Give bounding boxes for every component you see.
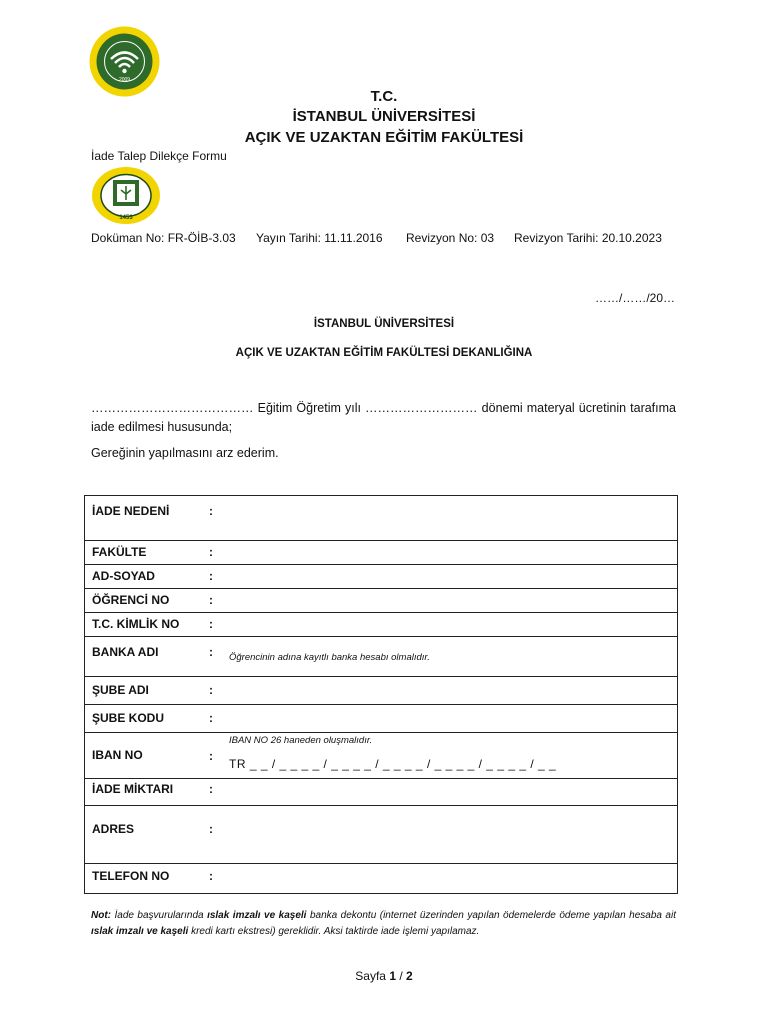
note-text-2: banka dekontu (internet üzerinden yapılan ödemelerde ödeme yapılan hesaba ait bbox=[306, 910, 676, 921]
field-colon: : bbox=[209, 504, 213, 518]
note-bold-2: ıslak imzalı ve kaşeli bbox=[91, 926, 189, 937]
form-row-sube-kodu[interactable] bbox=[85, 705, 677, 733]
note-prefix: Not: bbox=[91, 910, 111, 921]
field-colon: : bbox=[209, 593, 213, 607]
field-label: T.C. KİMLİK NO bbox=[92, 617, 180, 631]
form-row-banka-adi[interactable] bbox=[85, 637, 677, 677]
field-colon: : bbox=[209, 749, 213, 763]
field-hint: IBAN NO 26 haneden oluşmalıdır. bbox=[229, 735, 373, 746]
header-faculty: AÇIK VE UZAKTAN EĞİTİM FAKÜLTESİ bbox=[244, 129, 524, 146]
letter-date: ……/……/20… bbox=[594, 291, 675, 305]
addressee-dean: AÇIK VE UZAKTAN EĞİTİM FAKÜLTESİ DEKANLIĞINA bbox=[235, 347, 533, 359]
refund-form-table bbox=[84, 495, 678, 894]
form-row-fakulte[interactable] bbox=[85, 541, 677, 565]
header-tc: T.C. bbox=[370, 88, 398, 105]
field-label: ADRES bbox=[92, 822, 135, 836]
field-colon: : bbox=[209, 617, 213, 631]
letter-closing: Gereğinin yapılmasını arz ederim. bbox=[91, 446, 279, 460]
field-label: ŞUBE KODU bbox=[92, 711, 165, 725]
field-label: BANKA ADI bbox=[92, 645, 159, 659]
field-colon: : bbox=[209, 822, 213, 836]
rev-no: Revizyon No: 03 bbox=[406, 231, 495, 245]
header-university: İSTANBUL ÜNİVERSİTESİ bbox=[292, 108, 476, 125]
rev-date: Revizyon Tarihi: 20.10.2023 bbox=[514, 231, 662, 245]
field-colon: : bbox=[209, 645, 213, 659]
field-hint: Öğrencinin adına kayıtlı banka hesabı olmalıdır. bbox=[229, 652, 430, 663]
iban-placeholder: TR _ _ / _ _ _ _ / _ _ _ _ / _ _ _ _ / _ _ _ _ / _ _ _ _ / _ _ bbox=[229, 757, 557, 771]
form-row-iade-miktari[interactable] bbox=[85, 779, 677, 806]
letter-body: ………………………………… Eğitim Öğretim yılı ……………………… dönemi materyal ücretinin tarafıma iade edilmesi hususunda; bbox=[91, 401, 676, 434]
field-colon: : bbox=[209, 545, 213, 559]
field-colon: : bbox=[209, 569, 213, 583]
form-row-iade-nedeni[interactable] bbox=[85, 496, 677, 541]
field-label: ŞUBE ADI bbox=[92, 683, 149, 697]
university-seal-icon bbox=[91, 166, 161, 225]
top-logo-year: 2009 bbox=[118, 77, 131, 83]
field-colon: : bbox=[209, 869, 213, 883]
addressee-university: İSTANBUL ÜNİVERSİTESİ bbox=[313, 318, 455, 330]
form-row-sube-adi[interactable] bbox=[85, 677, 677, 705]
footer-page: 1 bbox=[389, 969, 396, 983]
field-label: İADE NEDENİ bbox=[92, 504, 170, 518]
form-row-tc-kimlik-no[interactable] bbox=[85, 613, 677, 637]
form-row-ad-soyad[interactable] bbox=[85, 565, 677, 589]
form-row-ogrenci-no[interactable] bbox=[85, 589, 677, 613]
form-row-iban-no[interactable] bbox=[85, 733, 677, 779]
form-row-adres[interactable] bbox=[85, 806, 677, 864]
field-label: ÖĞRENCİ NO bbox=[92, 593, 170, 607]
field-label: FAKÜLTE bbox=[92, 545, 147, 559]
field-colon: : bbox=[209, 711, 213, 725]
note-paragraph bbox=[91, 908, 676, 940]
note-text-1: İade başvurularında bbox=[111, 910, 208, 921]
field-colon: : bbox=[209, 683, 213, 697]
field-label: TELEFON NO bbox=[92, 869, 170, 883]
field-colon: : bbox=[209, 782, 213, 796]
field-label: IBAN NO bbox=[92, 748, 143, 762]
second-logo-year: 1453 bbox=[119, 215, 133, 221]
footer-sep: / bbox=[396, 969, 407, 983]
page-footer bbox=[0, 969, 768, 983]
form-title: İade Talep Dilekçe Formu bbox=[91, 149, 227, 163]
footer-label: Sayfa bbox=[355, 969, 390, 983]
form-row-telefon-no[interactable] bbox=[85, 864, 677, 893]
field-label: İADE MİKTARI bbox=[92, 782, 174, 796]
footer-total: 2 bbox=[406, 969, 413, 983]
note-bold-1: ıslak imzalı ve kaşeli bbox=[207, 910, 307, 921]
pub-date: Yayın Tarihi: 11.11.2016 bbox=[256, 231, 383, 245]
note-text-3: kredi kartı ekstresi) gereklidir. Aksi taktirde iade işlemi yapılamaz. bbox=[188, 926, 480, 937]
field-label: AD-SOYAD bbox=[92, 569, 155, 583]
doc-no: Doküman No: FR-ÖİB-3.03 bbox=[91, 231, 236, 245]
